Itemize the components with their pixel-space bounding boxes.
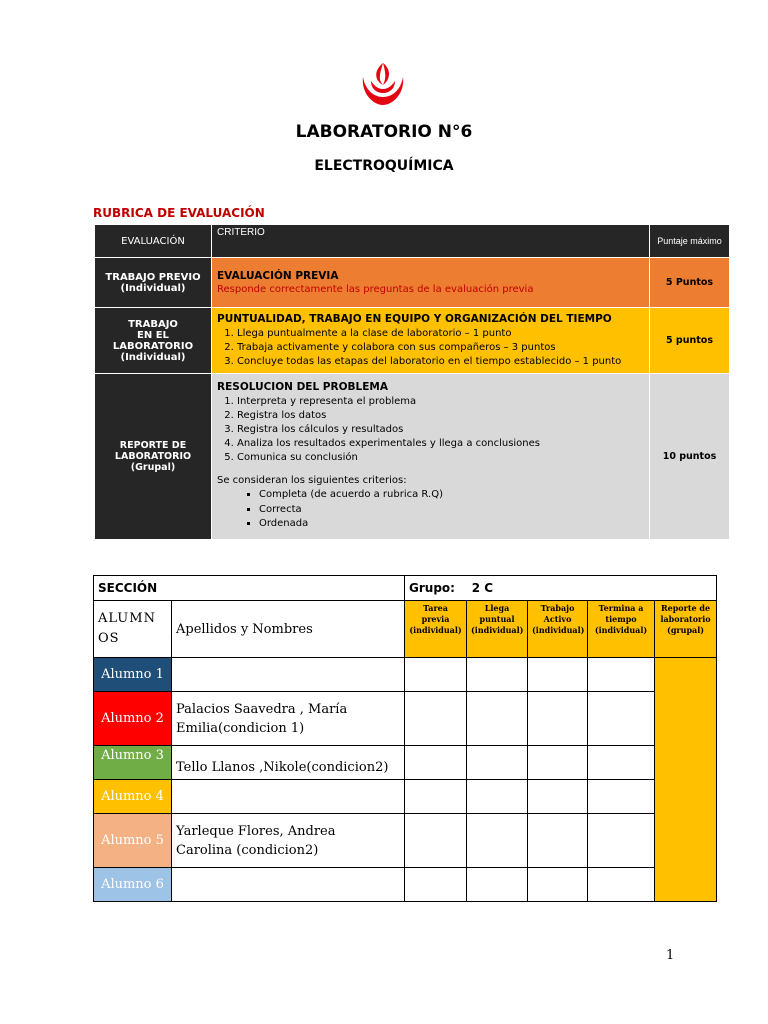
grade-cell[interactable] [588,868,655,902]
grade-cell[interactable] [588,746,655,780]
criterio-item: 3. Registra los cálculos y resultados [237,423,644,437]
student-label: Alumno 1 [94,658,172,692]
puntaje-cell: 10 puntos [650,374,730,540]
evaluacion-line: (Individual) [120,282,186,294]
header-puntaje: Puntaje máximo [650,225,730,258]
evaluacion-line: REPORTE DE [119,440,187,451]
page-title: LABORATORIO N°6 [295,122,473,142]
rubric-header-row [95,225,730,258]
grupo-value: 2 C [471,581,494,595]
criterio-item: 2. Trabaja activamente y colabora con sus compañeros – 3 puntos [237,341,644,355]
student-row [94,746,717,780]
grade-cell[interactable] [405,780,467,814]
puntaje-cell: 5 Puntos [650,258,730,308]
student-row [94,780,717,814]
evaluacion-line: (Grupal) [130,462,176,473]
rubric-row [95,374,730,540]
criterio-bullet: ▪ Ordenada [259,517,644,532]
criterio-title: RESOLUCION DEL PROBLEMA [217,381,388,394]
student-label: Alumno 6 [94,868,172,902]
criterio-item: 1. Llega puntualmente a la clase de laboratorio – 1 punto [237,327,644,341]
criterio-bullet: ▪ Correcta [259,503,644,518]
student-name[interactable]: Tello Llanos ,Nikole(condicion2) [172,746,405,780]
column-header: Trabajo Activo (individual) [528,601,588,658]
grade-cell[interactable] [528,746,588,780]
grade-cell[interactable] [467,868,528,902]
criterio-title: PUNTUALIDAD, TRABAJO EN EQUIPO Y ORGANIZACIÓN DEL TIEMPO [217,312,612,325]
column-header: Tarea previa (individual) [405,601,467,658]
grupo-label: Grupo: [409,581,455,595]
criterio-bullet: ▪ Completa (de acuerdo a rubrica R.Q) [259,488,644,503]
criterio-cell [212,374,650,540]
grade-cell[interactable] [467,692,528,746]
criterio-item: 5. Comunica su conclusión [237,451,644,465]
grupo-cell [405,576,717,601]
column-header: Reporte de laboratorio (grupal) [655,601,717,658]
alumnos-header: ALUMN OS [94,601,172,658]
grade-cell[interactable] [528,868,588,902]
student-name[interactable] [172,658,405,692]
header-evaluacion: EVALUACIÓN [95,225,212,258]
apellidos-header: Apellidos y Nombres [172,601,405,658]
puntaje-cell: 5 puntos [650,308,730,374]
evaluacion-line: LABORATORIO [112,340,194,352]
evaluacion-cell [95,374,212,540]
grade-cell[interactable] [467,814,528,868]
criterio-item: 4. Analiza los resultados experimentales y llega a conclusiones [237,437,644,451]
grade-cell[interactable] [528,814,588,868]
student-row [94,868,717,902]
criterio-item: 1. Interpreta y representa el problema [237,395,644,409]
grade-cell[interactable] [405,746,467,780]
evaluacion-line: EN EL [137,329,169,341]
grade-cell[interactable] [528,658,588,692]
criterio-item: 2. Registra los datos [237,409,644,423]
grade-cell[interactable] [405,658,467,692]
seccion-label: SECCIÓN [94,576,405,601]
header-criterio: CRITERIO [212,225,650,258]
evaluacion-line: TRABAJO PREVIO [105,271,201,283]
evaluacion-line: (Individual) [120,351,186,363]
column-header-row [94,601,717,658]
university-logo [355,55,411,111]
group-table [93,575,717,902]
grade-cell[interactable] [467,746,528,780]
page-subtitle: ELECTROQUÍMICA [314,158,454,174]
rubric-row [95,258,730,308]
rubric-row [95,308,730,374]
student-name[interactable]: Palacios Saavedra , María Emilia(condicion 1) [172,692,405,746]
grade-cell[interactable] [467,780,528,814]
evaluacion-cell [95,258,212,308]
student-row [94,692,717,746]
grade-cell[interactable] [405,868,467,902]
column-header: Termina a tiempo (individual) [588,601,655,658]
reporte-grupal-cell[interactable] [655,658,717,902]
grade-cell[interactable] [405,692,467,746]
student-label: Alumno 4 [94,780,172,814]
grade-cell[interactable] [588,658,655,692]
evaluacion-line: LABORATORIO [114,451,192,462]
grade-cell[interactable] [588,780,655,814]
grade-cell[interactable] [405,814,467,868]
student-name[interactable]: Yarleque Flores, Andrea Carolina (condicion2) [172,814,405,868]
student-label: Alumno 2 [94,692,172,746]
criterio-title: EVALUACIÓN PREVIA [217,270,339,282]
grade-cell[interactable] [467,658,528,692]
criterio-note: Se consideran los siguientes criterios: [217,475,407,487]
evaluacion-cell [95,308,212,374]
evaluacion-line: TRABAJO [128,318,178,330]
student-row [94,814,717,868]
criterio-item: 3. Concluye todas las etapas del laboratorio en el tiempo establecido – 1 punto [237,355,644,369]
student-name[interactable] [172,780,405,814]
grade-cell[interactable] [588,692,655,746]
column-header: Llega puntual (individual) [467,601,528,658]
student-row [94,658,717,692]
student-label: Alumno 5 [94,814,172,868]
rubric-title: RUBRICA DE EVALUACIÓN [93,206,265,220]
page-number: 1 [666,948,675,963]
rubric-table [94,224,730,540]
criterio-cell [212,308,650,374]
section-row [94,576,717,601]
grade-cell[interactable] [528,692,588,746]
student-name[interactable] [172,868,405,902]
criterio-cell [212,258,650,308]
grade-cell[interactable] [528,780,588,814]
student-label: Alumno 3 [94,746,172,780]
criterio-text: Responde correctamente las preguntas de la evaluación previa [217,284,534,295]
grade-cell[interactable] [588,814,655,868]
